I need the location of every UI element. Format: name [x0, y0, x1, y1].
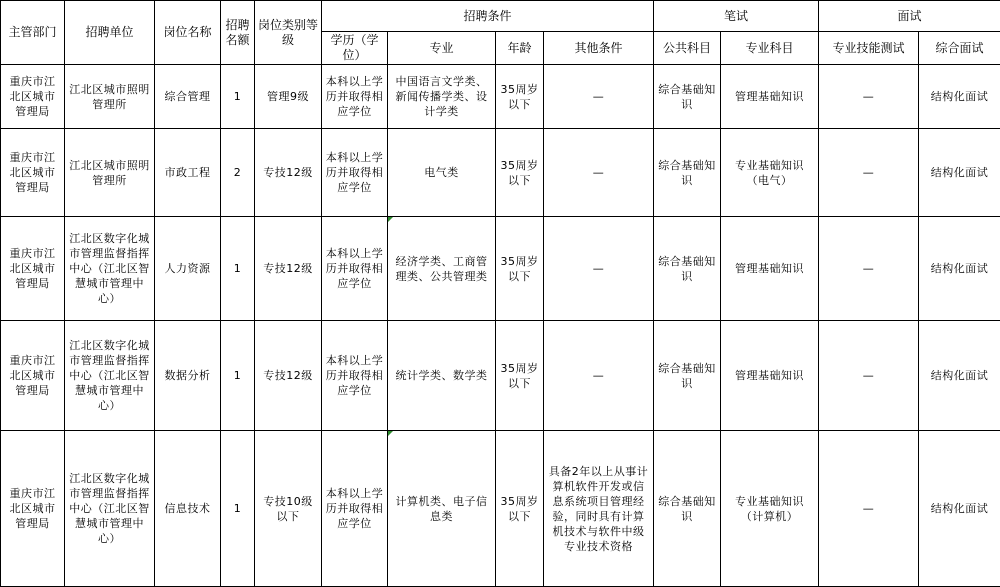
cell-skill-test: — [819, 217, 919, 321]
cell-position: 市政工程 [155, 129, 221, 217]
table-row [1, 65, 1000, 129]
cell-major: 电气类 [388, 129, 496, 217]
cell-position: 数据分析 [155, 321, 221, 431]
cell-edu: 本科以上学历并取得相应学位 [322, 431, 388, 587]
cell-unit: 江北区数字化城市管理监督指挥中心（江北区智慧城市管理中心） [65, 217, 155, 321]
cell-prof-subject: 管理基础知识 [721, 65, 819, 129]
cell-prof-subject: 专业基础知识（计算机） [721, 431, 819, 587]
cell-other: — [544, 129, 654, 217]
cell-unit: 江北区城市照明管理所 [65, 65, 155, 129]
table-row [1, 431, 1000, 587]
cell-unit: 江北区城市照明管理所 [65, 129, 155, 217]
table-row [1, 321, 1000, 431]
cell-edu: 本科以上学历并取得相应学位 [322, 321, 388, 431]
cell-other: — [544, 321, 654, 431]
cell-public-subject: 综合基础知识 [654, 217, 721, 321]
cell-level: 专技12级 [255, 129, 322, 217]
cell-skill-test: — [819, 129, 919, 217]
cell-quota: 1 [221, 431, 255, 587]
cell-quota: 1 [221, 217, 255, 321]
cell-position: 信息技术 [155, 431, 221, 587]
cell-skill-test: — [819, 431, 919, 587]
cell-dept: 重庆市江北区城市管理局 [1, 217, 65, 321]
cell-comprehensive: 结构化面试 [919, 217, 1000, 321]
header-age: 年龄 [496, 32, 544, 65]
cell-level: 专技12级 [255, 321, 322, 431]
cell-prof-subject: 管理基础知识 [721, 217, 819, 321]
table-row [1, 217, 1000, 321]
cell-level: 专技12级 [255, 217, 322, 321]
cell-public-subject: 综合基础知识 [654, 321, 721, 431]
cell-major: 经济学类、工商管理类、公共管理类 [388, 217, 496, 321]
header-major: 专业 [388, 32, 496, 65]
header-interview: 面试 [819, 1, 1000, 32]
cell-unit: 江北区数字化城市管理监督指挥中心（江北区智慧城市管理中心） [65, 431, 155, 587]
cell-comprehensive: 结构化面试 [919, 129, 1000, 217]
cell-quota: 1 [221, 321, 255, 431]
cell-edu: 本科以上学历并取得相应学位 [322, 65, 388, 129]
cell-public-subject: 综合基础知识 [654, 65, 721, 129]
cell-age: 35周岁以下 [496, 129, 544, 217]
cell-major: 统计学类、数学类 [388, 321, 496, 431]
cell-dept: 重庆市江北区城市管理局 [1, 65, 65, 129]
cell-skill-test: — [819, 65, 919, 129]
header-unit: 招聘单位 [65, 1, 155, 65]
cell-dept: 重庆市江北区城市管理局 [1, 129, 65, 217]
cell-comprehensive: 结构化面试 [919, 65, 1000, 129]
header-prof-subject: 专业科目 [721, 32, 819, 65]
header-public-subject: 公共科目 [654, 32, 721, 65]
cell-public-subject: 综合基础知识 [654, 129, 721, 217]
header-comprehensive: 综合面试 [919, 32, 1000, 65]
cell-prof-subject: 专业基础知识（电气） [721, 129, 819, 217]
cell-edu: 本科以上学历并取得相应学位 [322, 129, 388, 217]
cell-other: — [544, 217, 654, 321]
cell-comprehensive: 结构化面试 [919, 431, 1000, 587]
cell-other: — [544, 65, 654, 129]
cell-age: 35周岁以下 [496, 431, 544, 587]
cell-comprehensive: 结构化面试 [919, 321, 1000, 431]
cell-major: 中国语言文学类、新闻传播学类、设计学类 [388, 65, 496, 129]
cell-position: 综合管理 [155, 65, 221, 129]
cell-prof-subject: 管理基础知识 [721, 321, 819, 431]
header-dept: 主管部门 [1, 1, 65, 65]
cell-edu: 本科以上学历并取得相应学位 [322, 217, 388, 321]
cell-other: 具备2年以上从事计算机软件开发或信息系统项目管理经验，同时具有计算机技术与软件中级专业技术资格 [544, 431, 654, 587]
cell-position: 人力资源 [155, 217, 221, 321]
header-other: 其他条件 [544, 32, 654, 65]
header-written: 笔试 [654, 1, 819, 32]
cell-quota: 1 [221, 65, 255, 129]
header-level: 岗位类别等级 [255, 1, 322, 65]
cell-level: 管理9级 [255, 65, 322, 129]
cell-age: 35周岁以下 [496, 65, 544, 129]
cell-unit: 江北区数字化城市管理监督指挥中心（江北区智慧城市管理中心） [65, 321, 155, 431]
cell-dept: 重庆市江北区城市管理局 [1, 321, 65, 431]
header-position: 岗位名称 [155, 1, 221, 65]
cell-dept: 重庆市江北区城市管理局 [1, 431, 65, 587]
header-quota: 招聘名额 [221, 1, 255, 65]
header-skill-test: 专业技能测试 [819, 32, 919, 65]
cell-age: 35周岁以下 [496, 217, 544, 321]
cell-quota: 2 [221, 129, 255, 217]
cell-major: 计算机类、电子信息类 [388, 431, 496, 587]
table-row [1, 129, 1000, 217]
cell-level: 专技10级以下 [255, 431, 322, 587]
cell-age: 35周岁以下 [496, 321, 544, 431]
header-conditions: 招聘条件 [322, 1, 654, 32]
header-edu: 学历（学位） [322, 32, 388, 65]
cell-public-subject: 综合基础知识 [654, 431, 721, 587]
cell-skill-test: — [819, 321, 919, 431]
